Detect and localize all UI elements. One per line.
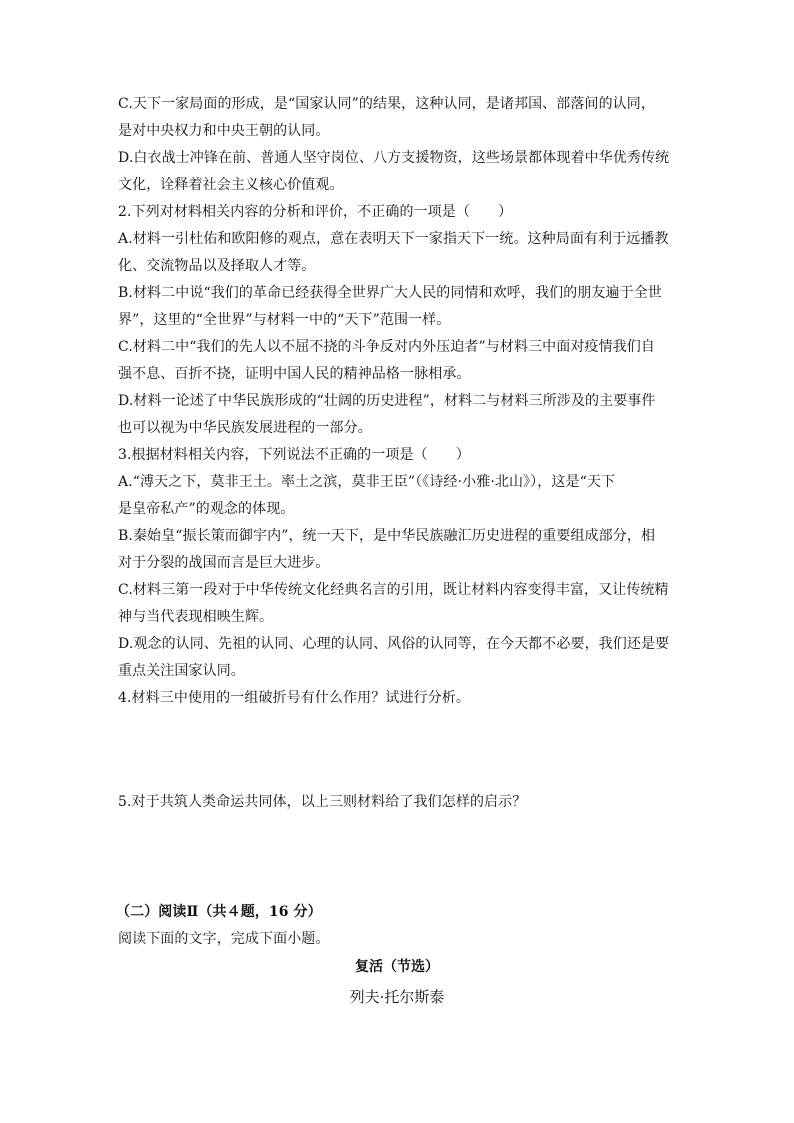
option-b-line2: 界”，这里的“全世界”与材料一中的“天下”范围一样。 [118,312,451,328]
question-stem: 5.对于共筑人类命运共同体，以上三则材料给了我们怎样的启示？ [118,794,527,810]
option-c-line2: 神与当代表现相映生辉。 [118,609,274,625]
question-3 [118,442,678,685]
text-line: C.天下一家局面的形成，是“国家认同”的结果，这种认同，是诸邦国、部落间的认同， [118,96,655,112]
option-d-line1: D.材料一论述了中华民族形成的“壮阔的历史进程”，材料二与材料三所涉及的主要事件 [118,393,656,409]
option-d-line2: 也可以视为中华民族发展进程的一部分。 [118,420,372,436]
question-5 [118,789,678,816]
option-a-line1: A.材料一引杜佑和欧阳修的观点，意在表明天下一家指天下一统。这种局面有利于远播教 [118,231,669,247]
option-c-line1: C.材料二中“我们的先人以不屈不挠的斗争反对内外压迫者”与材料三中面对疫情我们自 [118,339,655,355]
question-stem: 2.下列对材料相关内容的分析和评价，不正确的一项是（ ） [118,204,513,220]
q1-option-d [118,145,678,199]
option-c-line2: 强不息、百折不挠，证明中国人民的精神品格一脉相承。 [118,366,471,382]
section-heading: （二）阅读Ⅱ（共４题，16 分） [116,904,322,920]
question-stem: 4.材料三中使用的一组破折号有什么作用？试进行分析。 [118,690,470,706]
section-instruction: 阅读下面的文字，完成下面小题。 [118,931,330,947]
option-a-line2: 化、交流物品以及择取人才等。 [118,258,316,274]
q1-option-c [118,91,678,145]
option-d-line1: D.观念的认同、先祖的认同、心理的认同、风俗的认同等，在今天都不必要，我们还是要 [118,636,670,652]
question-2 [118,199,678,442]
text-line: 文化，诠释着社会主义核心价值观。 [118,177,344,193]
text-line: 是对中央权力和中央王朝的认同。 [118,123,330,139]
option-b-line2: 对于分裂的战国而言是巨大进步。 [118,555,330,571]
text-line: D.白衣战士冲锋在前、普通人坚守岗位、八方支援物资，这些场景都体现着中华优秀传统 [118,150,670,166]
option-c-line1: C.材料三第一段对于中华传统文化经典名言的引用，既让材料内容变得丰富，又让传统精 [118,582,669,598]
option-d-line2: 重点关注国家认同。 [118,663,245,679]
passage-title: 复活（节选） [355,959,439,975]
option-b-line1: B.材料二中说“我们的革命已经获得全世界广大人民的同情和欢呼，我们的朋友遍于全世 [118,285,662,301]
option-a-line1: A.“溥天之下，莫非王土。率土之滨，莫非王臣”（《诗经·小雅·北山》），这是“天下 [118,474,616,490]
question-stem: 3.根据材料相关内容，下列说法不正确的一项是（ ） [118,447,470,463]
question-4 [118,685,678,712]
option-b-line1: B.秦始皇“振长策而御宇内”，统一天下，是中华民族融汇历史进程的重要组成部分，相 [118,528,656,544]
passage-author: 列夫·托尔斯泰 [349,988,445,1006]
option-a-line2: 是皇帝私产”的观念的体现。 [118,501,295,517]
